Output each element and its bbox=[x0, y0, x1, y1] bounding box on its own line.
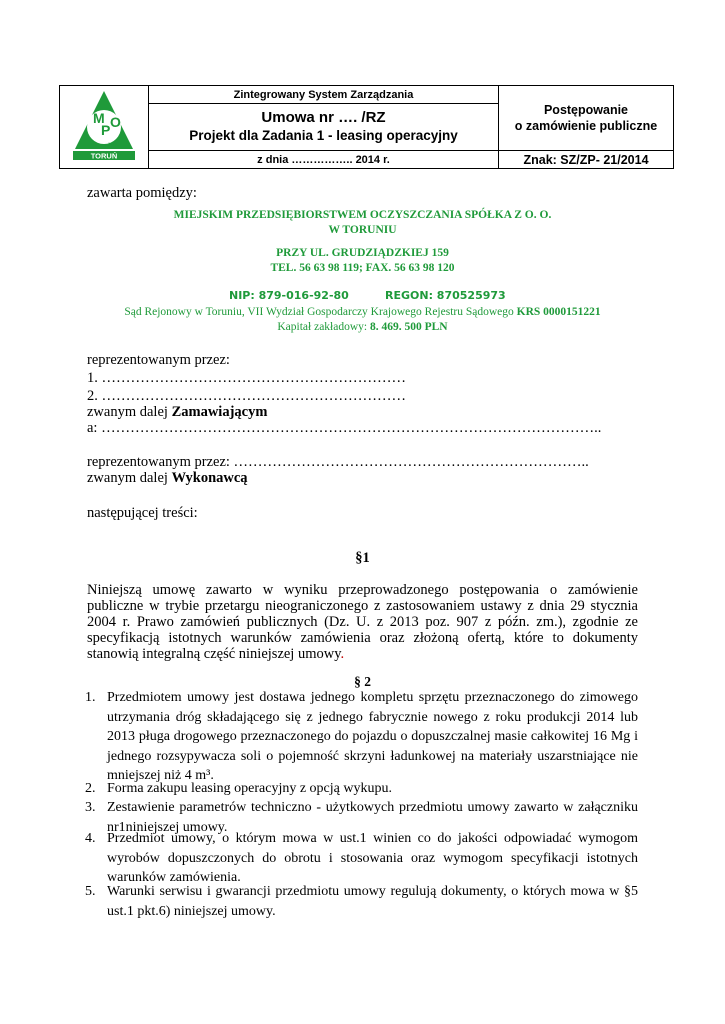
section-1-end: . bbox=[340, 646, 345, 662]
capital-label: Kapitał zakładowy: bbox=[277, 321, 370, 333]
logo-year: 1976 bbox=[108, 140, 117, 146]
system-name: Zintegrowany System Zarządzania bbox=[149, 86, 499, 104]
contract-title-cell bbox=[149, 104, 499, 151]
date-line: z dnia …………….. 2014 r. bbox=[149, 151, 499, 169]
logo-letter-m: M bbox=[93, 109, 105, 126]
document-header bbox=[59, 85, 674, 169]
logo-letter-p: P bbox=[101, 121, 111, 138]
procedure-line-2: o zamówienie publiczne bbox=[514, 119, 658, 133]
contractor-represented-by: reprezentowanym przez: ……………………………………………………………….. bbox=[87, 454, 589, 470]
called-prefix-2: zwanym dalej bbox=[87, 470, 172, 486]
contractor-designation bbox=[87, 470, 248, 487]
list-item-number: 4. bbox=[85, 831, 96, 846]
list-item-text: Warunki serwisu i gwarancji przedmiotu umowy regulują dokumenty, o których mowa w §5 ust.1 pkt.6) niniejszej umowy. bbox=[107, 884, 638, 919]
procedure-line-1: Postępowanie bbox=[543, 103, 629, 117]
intro-text: zawarta pomiędzy: bbox=[87, 185, 197, 201]
company-phone: TEL. 56 63 98 119; FAX. 56 63 98 120 bbox=[270, 262, 455, 274]
company-name-line2: W TORUNIU bbox=[328, 224, 397, 236]
court-text: Sąd Rejonowy w Toruniu, VII Wydział Gospodarczy Krajowego Rejestru Sądowego bbox=[124, 306, 517, 318]
mpo-logo-icon bbox=[69, 89, 139, 161]
list-item bbox=[85, 779, 638, 799]
section-1-body: Niniejszą umowę zawarto w wyniku przeprowadzonego postępowania o zamówienie publiczne w trybie przetargu nieograniczonego z zastosowaniem ustawy z dnia 29 stycznia 2004 r. Prawo zamówień publicznych (Dz. U. z 2013 poz. 907 z późn. zm.), zgodnie ze specyfikacją istotnych warunków zamówienia oraz złożoną ofertą, które to dokumenty stanowią integralną część niniejszej umowy bbox=[87, 582, 638, 662]
list-item-number: 5. bbox=[85, 884, 96, 899]
represented-by: reprezentowanym przez: bbox=[87, 352, 230, 368]
contractor-line: a: ………………………………………………………………………………………….. bbox=[87, 420, 602, 436]
section-2-heading: § 2 bbox=[354, 674, 371, 689]
list-item-text: Przedmiot umowy, o którym mowa w ust.1 winien co do jakości odpowiadać wymogom wyrobów dopuszczonych do obrotu i stosowania oraz wymogom specyfikacji istotnych warunków zamówienia. bbox=[107, 831, 638, 885]
list-item-number: 1. bbox=[85, 690, 96, 705]
section-1-heading: §1 bbox=[355, 550, 370, 566]
company-regon: REGON: 870525973 bbox=[385, 289, 506, 302]
contractor-label: Wykonawcą bbox=[171, 470, 248, 486]
capital-value: 8. 469. 500 PLN bbox=[369, 321, 448, 333]
logo-letter-o: O bbox=[110, 113, 121, 130]
contract-title: Umowa nr …. /RZ bbox=[261, 109, 386, 126]
project-title: Projekt dla Zadania 1 - leasing operacyjny bbox=[189, 128, 458, 143]
list-item-number: 3. bbox=[85, 800, 96, 815]
list-item bbox=[85, 688, 638, 786]
representative-1: 1. ……………………………………………………… bbox=[87, 370, 406, 386]
company-name-line1: MIEJSKIM PRZEDSIĘBIORSTWEM OCZYSZCZANIA SPÓŁKA Z O. O. bbox=[173, 209, 552, 221]
reference-number: Znak: SZ/ZP- 21/2014 bbox=[499, 151, 674, 169]
share-capital bbox=[0, 321, 725, 333]
krs-number: KRS 0000151221 bbox=[516, 306, 601, 318]
called-prefix: zwanym dalej bbox=[87, 404, 172, 420]
representative-2: 2. ……………………………………………………… bbox=[87, 388, 406, 404]
list-item-text: Zestawienie parametrów techniczno - użytkowych przedmiotu umowy zawarto w załączniku nr1niniejszej umowy. bbox=[107, 800, 638, 835]
company-address: PRZY UL. GRUDZIĄDZKIEJ 159 bbox=[276, 247, 449, 259]
list-item bbox=[85, 829, 638, 888]
court-registration bbox=[0, 306, 725, 318]
company-nip: NIP: 879-016-92-80 bbox=[229, 289, 349, 302]
company-logo bbox=[60, 86, 149, 169]
list-item-text: Przedmiotem umowy jest dostawa jednego kompletu sprzętu przeznaczonego do zimowego utrzymania dróg składającego się z jednego fabrycznie nowego z roku produkcji 2014 lub 2013 pługa drogowego przeznaczonego do pojazdu o dopuszczalnej masie całkowitej 16 Mg i jednego rozsypywacza soli o pojemność skrzyni ładunkowej na materiały uszarstniające nie mniejszej niż 4 m³. bbox=[107, 690, 638, 783]
list-item bbox=[85, 882, 638, 921]
list-item-text: Forma zakupu leasing operacyjny z opcją wykupu. bbox=[107, 781, 392, 796]
section-1-text bbox=[87, 582, 638, 662]
following-content: następującej treści: bbox=[87, 505, 198, 521]
logo-city: TORUŃ bbox=[90, 151, 118, 160]
buyer-designation bbox=[87, 404, 267, 421]
procedure-type bbox=[499, 86, 674, 151]
buyer-label: Zamawiającym bbox=[171, 404, 268, 420]
list-item-number: 2. bbox=[85, 781, 96, 796]
